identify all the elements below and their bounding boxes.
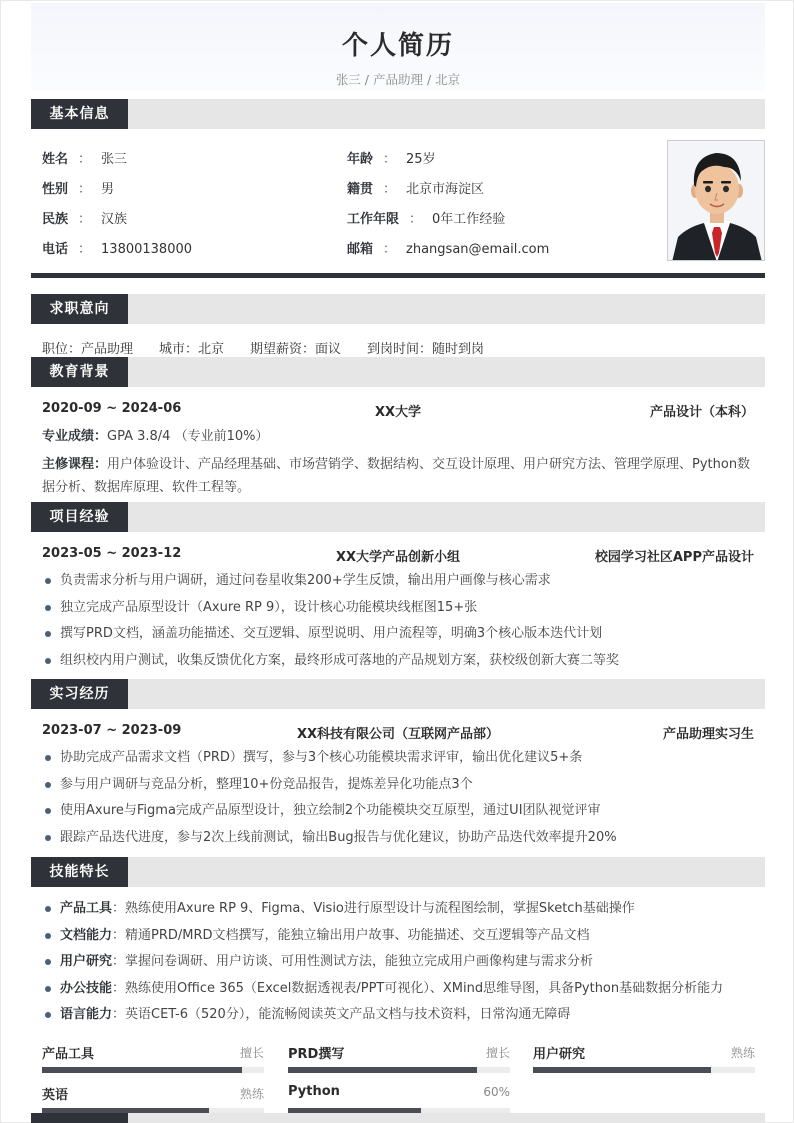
- info-value: 张三: [101, 152, 128, 167]
- gpa-key: 专业成绩：: [42, 429, 108, 444]
- project-list: [42, 571, 756, 677]
- skill-bar-product-tools: [42, 1043, 264, 1081]
- skill-bar-user-research: [533, 1043, 755, 1081]
- info-key: 姓名: [42, 152, 69, 167]
- skill-bar-track: [533, 1067, 755, 1073]
- info-sep: ：: [78, 212, 92, 227]
- courses-key: 主修课程：: [42, 457, 108, 472]
- list-item: [42, 899, 756, 926]
- info-sep: ：: [78, 242, 92, 257]
- intent-salary: 期望薪资：面议: [250, 342, 342, 357]
- section-bar-next: [31, 1113, 765, 1123]
- skill-desc: ：英语CET-6（520分），能流畅阅读英文产品文档与技术资料，日常沟通无障碍: [112, 1007, 571, 1022]
- internship-role: 产品助理实习生: [662, 727, 754, 742]
- skill-key: 办公技能: [60, 980, 113, 996]
- info-value: zhangsan@email.com: [406, 242, 550, 257]
- skill-bar-name: Python: [288, 1084, 340, 1099]
- info-value: 13800138000: [101, 242, 193, 257]
- page-title: 个人简历: [341, 31, 454, 61]
- job-intent: [42, 338, 510, 357]
- list-item: 撰写PRD文档，涵盖功能描述、交互逻辑、原型说明、用户流程等，明确3个核心版本迭代计划: [42, 624, 756, 651]
- education-gpa: [42, 425, 756, 448]
- info-sep: ：: [78, 152, 92, 167]
- section-title-internship: 实习经历: [31, 679, 128, 709]
- section-bar-intent: [31, 294, 765, 324]
- info-key: 性别: [42, 182, 69, 197]
- info-key: 工作年限: [347, 212, 400, 227]
- divider: [31, 273, 765, 278]
- skills-list: [42, 899, 756, 1032]
- list-item: 跟踪产品迭代进度，参与2次上线前测试，输出Bug报告与优化建议，协助产品迭代效率提升20%: [42, 828, 756, 855]
- section-bar-skills: [31, 857, 765, 887]
- info-value: 25岁: [406, 152, 436, 167]
- resume-header: [31, 3, 765, 91]
- skill-bar-name: 产品工具: [42, 1047, 95, 1062]
- section-tag-next: [31, 1113, 128, 1123]
- section-bar-internship: [31, 679, 765, 709]
- info-sep: ：: [383, 182, 397, 197]
- education-period: 2020-09 ~ 2024-06: [42, 401, 182, 416]
- section-title-projects: 项目经验: [31, 502, 128, 532]
- info-gender: [42, 178, 114, 197]
- section-title-education: 教育背景: [31, 357, 128, 387]
- skill-bar-fill: [533, 1067, 711, 1073]
- courses-value: 用户体验设计、产品经理基础、市场营销学、数据结构、交互设计原理、用户研究方法、管理学原理、Python数据分析、数据库原理、软件工程等。: [42, 457, 751, 495]
- internship-org: XX科技有限公司（互联网产品部）: [296, 727, 500, 742]
- project-role: 校园学习社区APP产品设计: [594, 550, 754, 565]
- skill-bar-name: PRD撰写: [288, 1047, 345, 1062]
- info-ethnic: [42, 208, 127, 227]
- project-org: XX大学产品创新小组: [335, 550, 461, 565]
- intent-city: 城市：北京: [159, 342, 225, 357]
- skill-desc: ：掌握问卷调研、用户访谈、可用性测试方法，能独立完成用户画像构建与需求分析: [112, 954, 594, 969]
- skill-bar-level: 熟练: [730, 1046, 755, 1060]
- education-header: [42, 401, 754, 419]
- info-experience: [347, 208, 505, 227]
- info-key: 年龄: [347, 152, 374, 167]
- skill-desc: ：精通PRD/MRD文档撰写，能独立输出用户故事、功能描述、交互逻辑等产品文档: [112, 927, 590, 943]
- education-school: XX大学: [374, 405, 422, 420]
- info-value: 男: [101, 182, 115, 197]
- skill-key: 用户研究: [60, 954, 113, 969]
- info-sep: ：: [78, 182, 92, 197]
- info-key: 邮箱: [347, 242, 374, 257]
- skill-bar-level: 60%: [483, 1085, 510, 1099]
- info-hometown: [347, 178, 484, 197]
- info-sep: ：: [409, 212, 423, 227]
- skill-bar-prd: [288, 1043, 510, 1081]
- avatar: [667, 140, 765, 261]
- project-header: [42, 546, 754, 564]
- intent-arrival: 到岗时间：随时到岗: [367, 342, 485, 357]
- info-name: [42, 148, 127, 167]
- page-subtitle: 张三 / 产品助理 / 北京: [335, 72, 461, 87]
- skill-bar-level: 擅长: [239, 1046, 264, 1060]
- list-item: [42, 926, 756, 953]
- gpa-value: GPA 3.8/4 （专业前10%）: [107, 429, 269, 444]
- list-item: 参与用户调研与竞品分析，整理10+份竞品报告，提炼差异化功能点3个: [42, 775, 756, 802]
- internship-list: [42, 748, 756, 854]
- list-item: 组织校内用户测试，收集反馈优化方案，最终形成可落地的产品规划方案，获校级创新大赛二等奖: [42, 651, 756, 678]
- list-item: [42, 952, 756, 979]
- info-age: [347, 148, 436, 167]
- skill-bar-track: [288, 1067, 510, 1073]
- section-bar-projects: [31, 502, 765, 532]
- skill-desc: ：熟练使用Axure RP 9、Figma、Visio进行原型设计与流程图绘制，掌握Sketch基础操作: [112, 901, 635, 916]
- info-sep: ：: [383, 242, 397, 257]
- section-bar-education: [31, 357, 765, 387]
- skill-bar-fill: [288, 1067, 477, 1073]
- info-value: 0年工作经验: [432, 212, 506, 227]
- education-courses: [42, 453, 756, 499]
- avatar-illustration: [668, 141, 765, 261]
- internship-header: [42, 723, 754, 741]
- skill-bar-level: 擅长: [485, 1046, 510, 1060]
- skill-bar-track: [42, 1067, 264, 1073]
- section-title-intent: 求职意向: [31, 294, 128, 324]
- internship-period: 2023-07 ~ 2023-09: [42, 723, 182, 738]
- info-key: 电话: [42, 242, 69, 257]
- info-phone: [42, 238, 192, 257]
- section-title-basic: 基本信息: [31, 99, 128, 129]
- skill-desc: ：熟练使用Office 365（Excel数据透视表/PPT可视化）、XMind思维导图，具备Python基础数据分析能力: [112, 980, 724, 996]
- section-bar-basic: [31, 99, 765, 129]
- skill-bar-name: 用户研究: [533, 1047, 586, 1062]
- skill-key: 文档能力: [60, 927, 113, 943]
- info-key: 籍贯: [347, 182, 374, 197]
- list-item: 使用Axure与Figma完成产品原型设计，独立绘制2个功能模块交互原型，通过UI团队视觉评审: [42, 801, 756, 828]
- info-email: [347, 238, 549, 257]
- list-item: 独立完成产品原型设计（Axure RP 9），设计核心功能模块线框图15+张: [42, 598, 756, 625]
- project-period: 2023-05 ~ 2023-12: [42, 546, 182, 561]
- info-key: 民族: [42, 212, 69, 227]
- intent-position: 职位：产品助理: [42, 342, 134, 357]
- skill-key: 产品工具: [60, 901, 113, 916]
- skill-bar-level: 熟练: [239, 1087, 264, 1101]
- skill-bar-fill: [42, 1067, 242, 1073]
- list-item: [42, 1005, 756, 1032]
- info-sep: ：: [383, 152, 397, 167]
- skill-bar-name: 英语: [42, 1088, 69, 1103]
- section-title-skills: 技能特长: [31, 857, 128, 887]
- list-item: 协助完成产品需求文档（PRD）撰写，参与3个核心功能模块需求评审，输出优化建议5+条: [42, 748, 756, 775]
- skill-key: 语言能力: [60, 1007, 113, 1022]
- list-item: [42, 979, 756, 1006]
- list-item: 负责需求分析与用户调研，通过问卷星收集200+学生反馈，输出用户画像与核心需求: [42, 571, 756, 598]
- info-value: 汉族: [101, 212, 128, 227]
- education-major: 产品设计（本科）: [649, 405, 754, 420]
- info-value: 北京市海淀区: [406, 182, 485, 197]
